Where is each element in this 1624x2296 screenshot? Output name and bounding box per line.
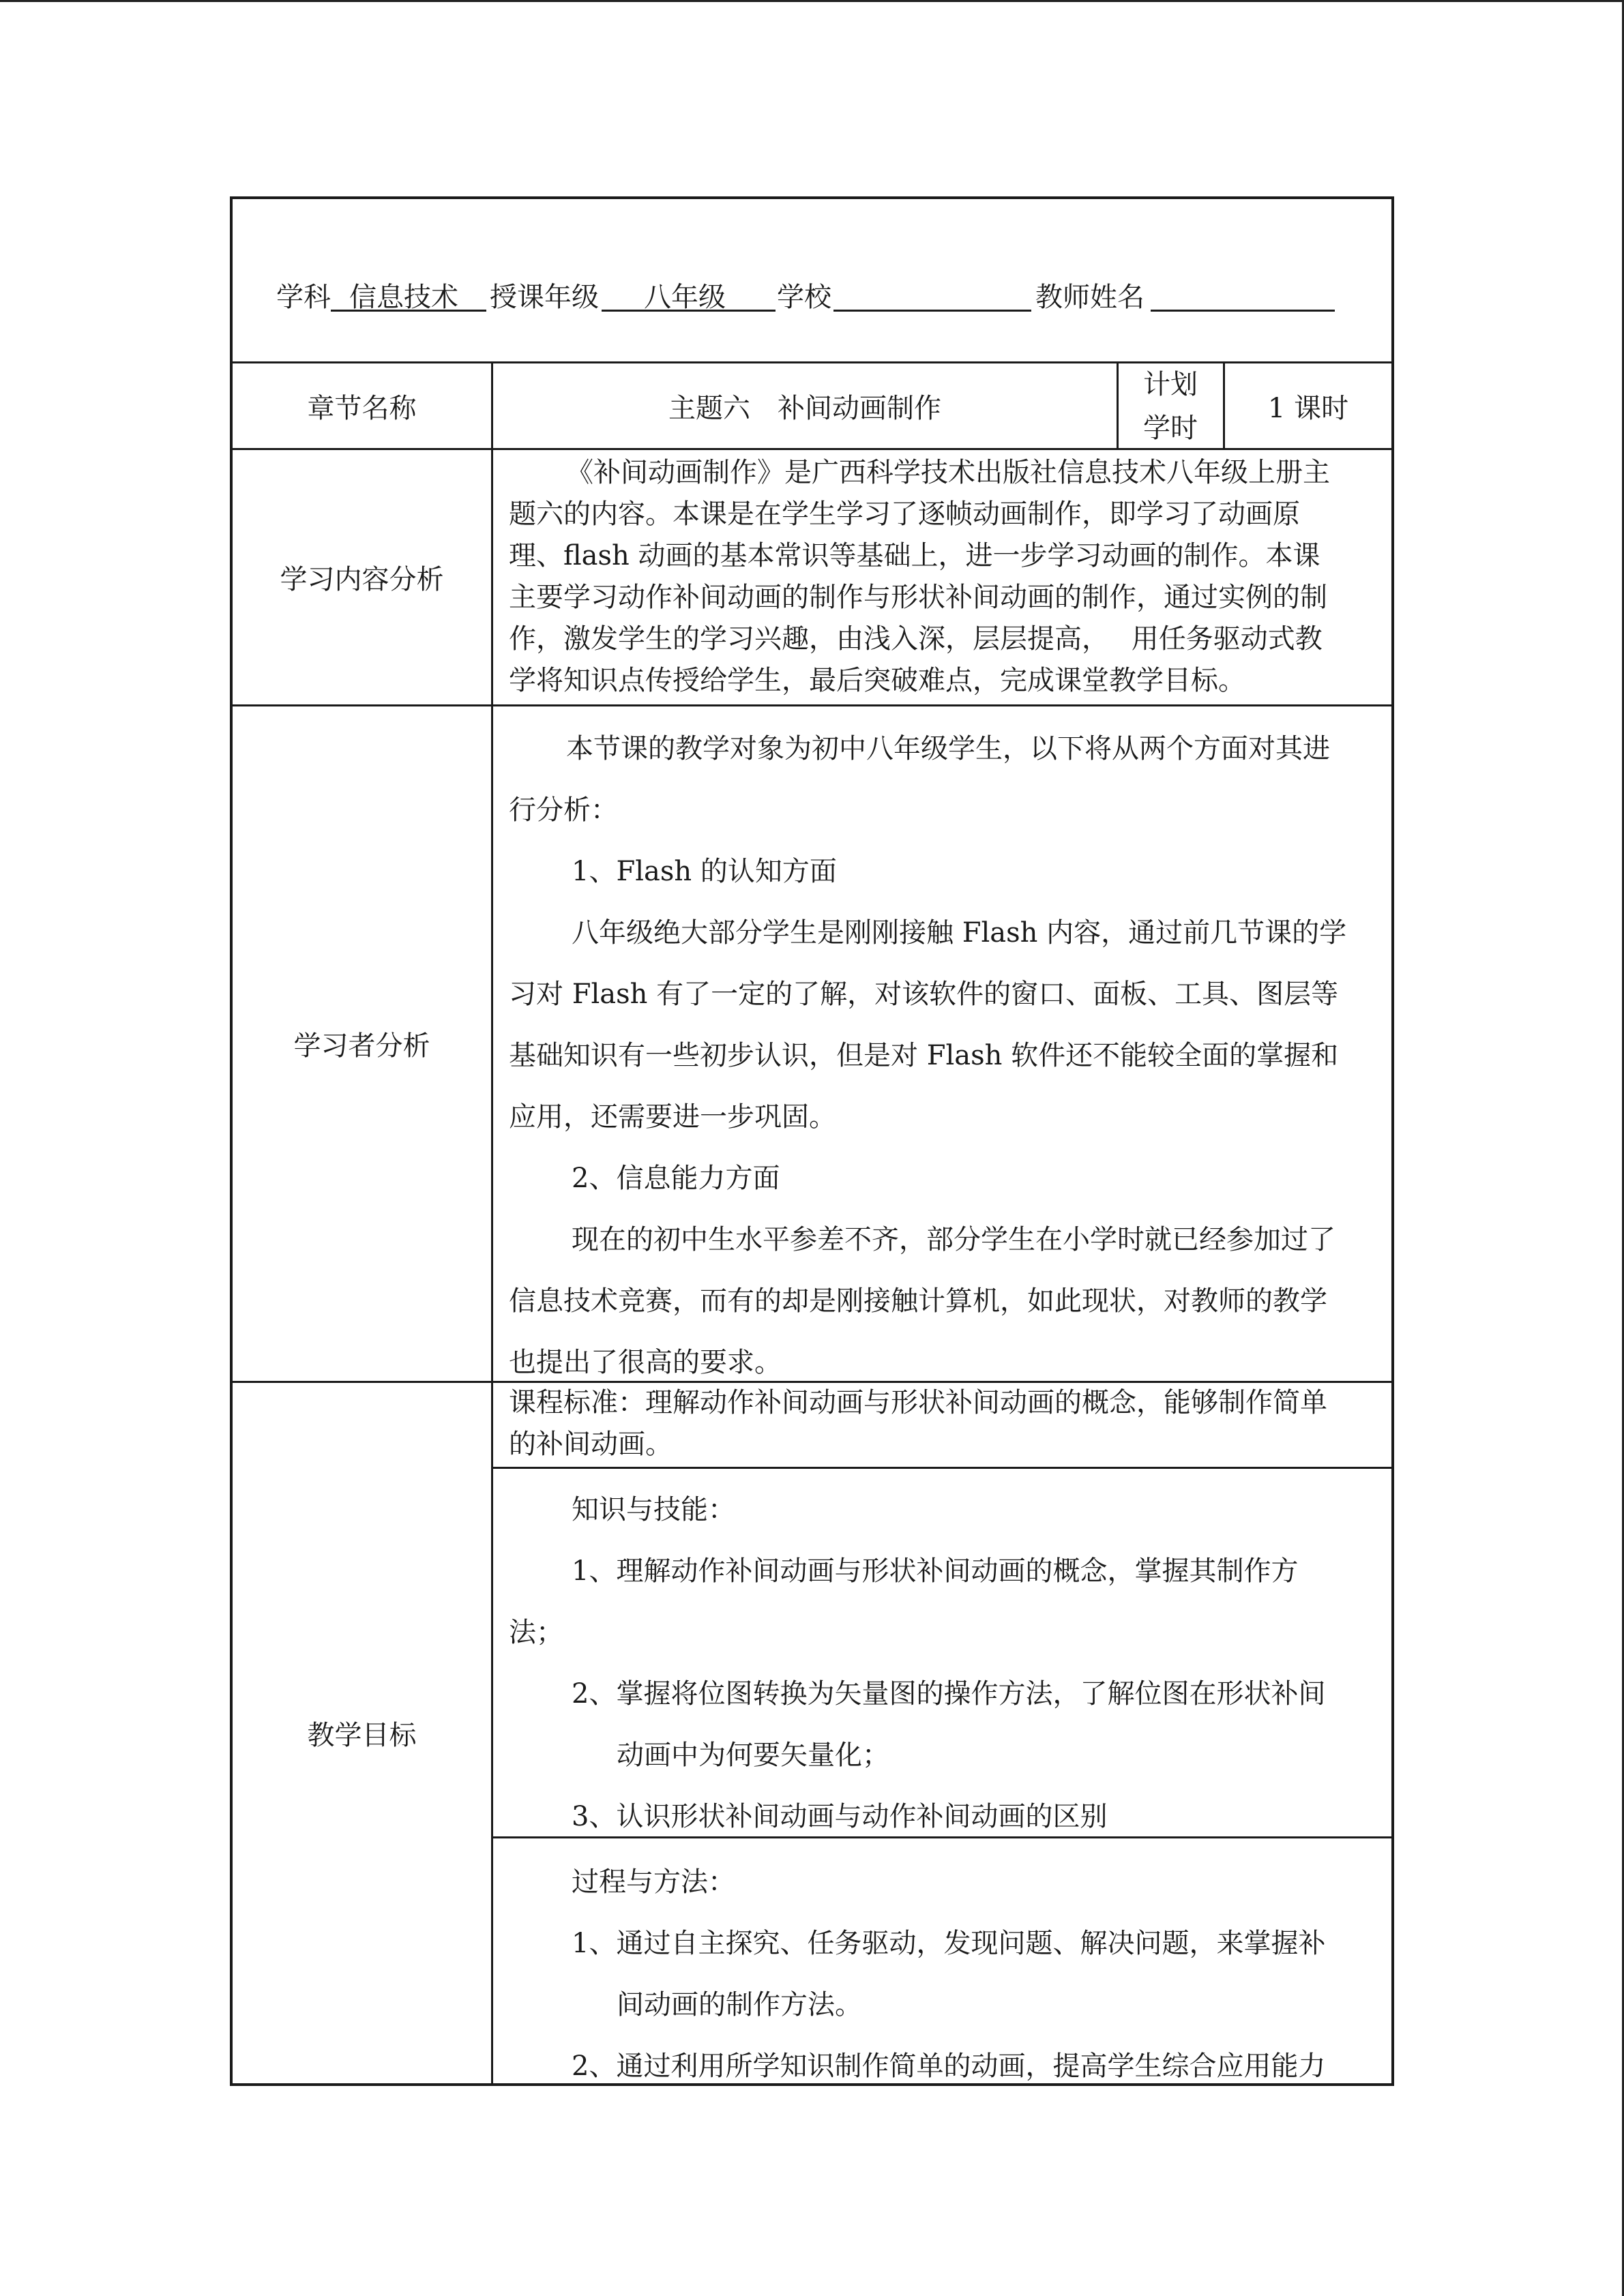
content-line: 《补间动画制作》是广西科学技术出版社信息技术八年级上册主: [566, 457, 1330, 488]
learner-line: 习对 Flash 有了一定的了解，对该软件的窗口、面板、工具、图层等: [509, 979, 1339, 1010]
row-divider: [491, 1836, 1394, 1838]
planned-hours-label-bottom: 学时: [1143, 413, 1198, 444]
content-line: 学将知识点传授给学生，最后突破难点，完成课堂教学目标。: [509, 665, 1245, 696]
learner-line: 也提出了很高的要求。: [509, 1347, 782, 1378]
grade-value: 八年级: [644, 282, 726, 313]
content-line: 作，激发学生的学习兴趣，由浅入深，层层提高， 用任务驱动式教: [509, 623, 1323, 655]
row-divider: [491, 1467, 1394, 1469]
column-divider: [1117, 361, 1119, 449]
school-label: 学校: [777, 282, 831, 313]
subject-label: 学科: [276, 282, 331, 313]
content-line: 主要学习动作补间动画的制作与形状补间动画的制作，通过实例的制: [509, 582, 1327, 613]
column-divider: [491, 361, 493, 2086]
learner-line: 基础知识有一些初步认识，但是对 Flash 软件还不能较全面的掌握和: [509, 1040, 1339, 1071]
content-line: 题六的内容。本课是在学生学习了逐帧动画制作，即学习了动画原: [509, 498, 1300, 530]
learner-line: 八年级绝大部分学生是刚刚接触 Flash 内容，通过前几节课的学: [572, 917, 1347, 949]
knowledge-line: 3、认识形状补间动画与动作补间动画的区别: [572, 1801, 1108, 1832]
table-border-right: [1391, 196, 1394, 2086]
learner-line: 本节课的教学对象为初中八年级学生，以下将从两个方面对其进: [566, 733, 1330, 764]
teaching-goals-label: 教学目标: [307, 1720, 417, 1751]
learner-line: 现在的初中生水平参差不齐，部分学生在小学时就已经参加过了: [572, 1224, 1335, 1255]
teacher-label: 教师姓名: [1035, 282, 1145, 313]
chapter-label: 章节名称: [307, 392, 417, 424]
school-underline: [833, 310, 1031, 312]
learner-line: 信息技术竞赛，而有的却是刚接触计算机，如此现状，对教师的教学: [509, 1285, 1327, 1317]
planned-hours-value: 1 课时: [1267, 392, 1349, 424]
knowledge-line: 2、掌握将位图转换为矢量图的操作方法，了解位图在形状补间: [572, 1678, 1326, 1710]
learner-line: 1、Flash 的认知方面: [572, 856, 837, 887]
table-border-top: [230, 196, 1394, 199]
teacher-underline: [1151, 310, 1335, 312]
process-line: 过程与方法：: [572, 1866, 735, 1898]
knowledge-line: 动画中为何要矢量化；: [617, 1740, 889, 1771]
content-line: 理、flash 动画的基本常识等基础上，进一步学习动画的制作。本课: [509, 540, 1320, 571]
standard-line: 课程标准：理解动作补间动画与形状补间动画的概念，能够制作简单: [509, 1387, 1327, 1418]
learner-line: 2、信息能力方面: [572, 1163, 780, 1194]
planned-hours-label-top: 计划: [1143, 369, 1198, 400]
grade-label: 授课年级: [490, 282, 599, 313]
standard-line: 的补间动画。: [509, 1429, 673, 1460]
knowledge-line: 法；: [509, 1617, 563, 1648]
learner-line: 行分析：: [509, 794, 618, 826]
process-line: 2、通过利用所学知识制作简单的动画，提高学生综合应用能力: [572, 2051, 1326, 2082]
process-line: 间动画的制作方法。: [617, 1989, 862, 2021]
subject-value: 信息技术: [349, 282, 458, 313]
learner-line: 应用，还需要进一步巩固。: [509, 1101, 836, 1133]
chapter-title: 主题六 补间动画制作: [668, 392, 941, 424]
content-analysis-label: 学习内容分析: [280, 564, 444, 595]
knowledge-line: 知识与技能：: [572, 1494, 735, 1525]
table-border-bottom: [230, 2083, 1394, 2086]
learner-analysis-label: 学习者分析: [293, 1030, 430, 1062]
page-top-edge: [0, 0, 1624, 2]
process-line: 1、通过自主探究、任务驱动，发现问题、解决问题，来掌握补: [572, 1928, 1326, 1959]
knowledge-line: 1、理解动作补间动画与形状补间动画的概念，掌握其制作方: [572, 1555, 1299, 1587]
